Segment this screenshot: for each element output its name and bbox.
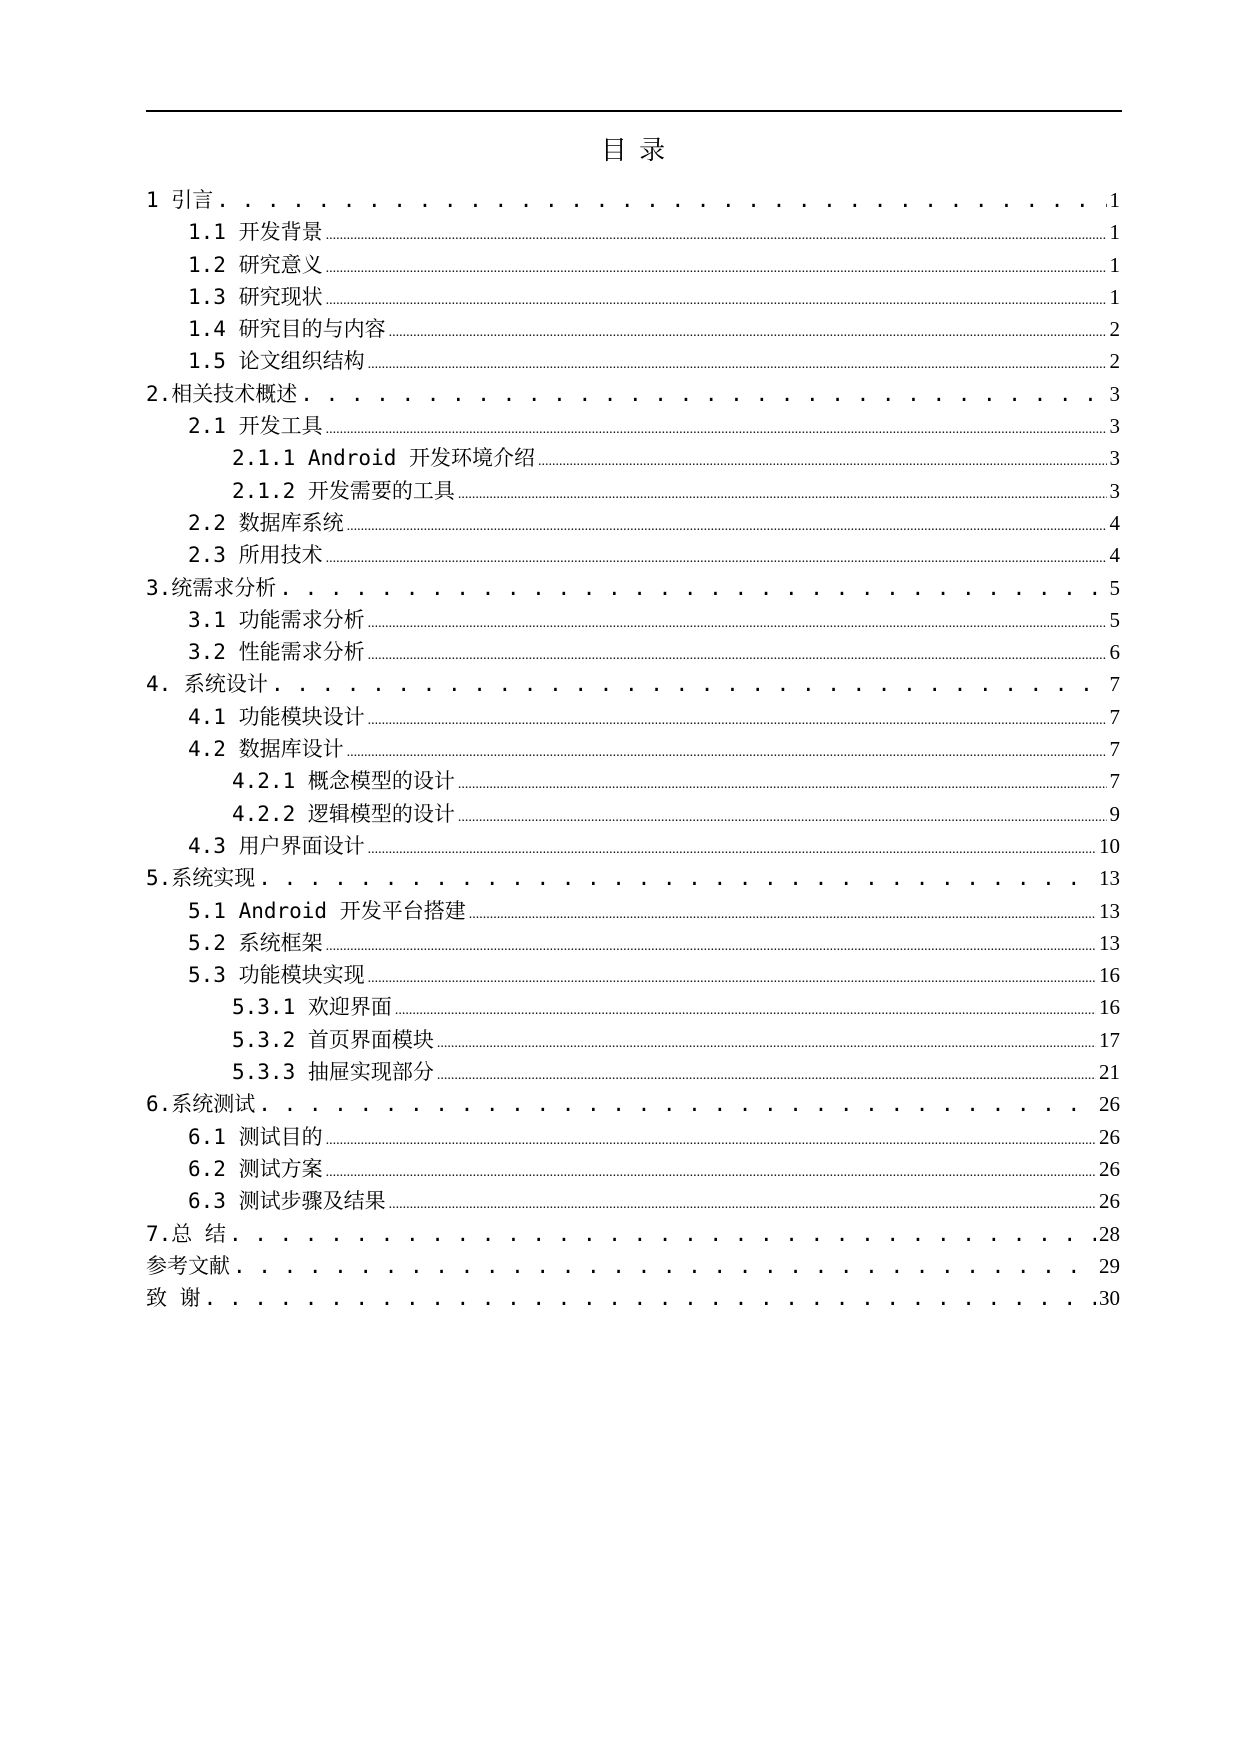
toc-entry-label: 6.2 测试方案 (188, 1156, 323, 1181)
toc-entry-label: 5.3 功能模块实现 (188, 963, 365, 988)
toc-entry[interactable] (146, 507, 1120, 539)
toc-entry-label: 4.2 数据库设计 (188, 737, 344, 762)
toc-entry-page-number: 21 (1099, 1060, 1120, 1085)
toc-entry-page-number: 3 (1109, 478, 1120, 503)
toc-entry-page-number: 1 (1109, 188, 1120, 212)
toc-entry-page-number: 1 (1109, 220, 1120, 245)
toc-entry-page-number: 2 (1109, 317, 1120, 342)
toc-entry-page-number: 13 (1099, 866, 1120, 891)
toc-entry[interactable] (146, 1056, 1120, 1088)
toc-entry-page-number: 16 (1099, 963, 1120, 988)
toc-dot-leader (437, 1028, 1096, 1060)
toc-entry[interactable] (146, 1153, 1120, 1185)
toc-dot-leader (204, 1282, 1096, 1314)
toc-entry-label: 2.3 所用技术 (188, 543, 323, 568)
toc-title: 目 录 (600, 136, 668, 166)
toc-entry-label: 7.总 结 (146, 1221, 226, 1246)
toc-entry-label: 6.3 测试步骤及结果 (188, 1189, 386, 1214)
toc-entry-label: 4.1 功能模块设计 (188, 704, 365, 729)
toc-entry[interactable] (146, 539, 1120, 571)
toc-dot-leader (347, 737, 1107, 769)
toc-entry-page-number: 17 (1099, 1027, 1120, 1052)
toc-entry-label: 1 引言 (146, 188, 214, 212)
toc-entry-label: 2.相关技术概述 (146, 381, 298, 406)
toc-entry[interactable] (146, 991, 1120, 1023)
toc-dot-leader (389, 317, 1107, 349)
toc-entry-page-number: 6 (1109, 640, 1120, 665)
toc-entry-page-number: 29 (1099, 1253, 1120, 1278)
toc-entry[interactable] (146, 927, 1120, 959)
toc-entry-page-number: 7 (1109, 672, 1120, 697)
toc-entry[interactable] (146, 313, 1120, 345)
toc-entry-label: 4.3 用户界面设计 (188, 833, 365, 858)
toc-entry[interactable] (146, 1185, 1120, 1217)
toc-entry-page-number: 4 (1109, 510, 1120, 535)
toc-entry[interactable] (146, 862, 1120, 894)
toc-entry-page-number: 16 (1099, 995, 1120, 1020)
toc-entry-page-number: 28 (1099, 1221, 1120, 1246)
toc-dot-leader (347, 511, 1107, 543)
toc-entry-page-number: 5 (1109, 575, 1120, 600)
toc-entry-label: 3.统需求分析 (146, 575, 277, 600)
toc-entry-label: 2.1 开发工具 (188, 414, 323, 439)
toc-entry[interactable] (146, 1218, 1120, 1250)
toc-entry-label: 参考文献 (146, 1253, 230, 1278)
toc-entry-page-number: 1 (1109, 284, 1120, 309)
toc-entry-label: 5.3.3 抽屉实现部分 (232, 1060, 434, 1085)
toc-entry[interactable] (146, 249, 1120, 281)
toc-entry-page-number: 26 (1099, 1092, 1120, 1117)
toc-entry[interactable] (146, 1088, 1120, 1120)
header-rule (146, 110, 1122, 112)
toc-entry-page-number: 7 (1109, 769, 1120, 794)
toc-entry-label: 2.1.1 Android 开发环境介绍 (232, 446, 536, 471)
toc-entry-label: 4.2.2 逻辑模型的设计 (232, 801, 455, 826)
toc-entry-page-number: 10 (1099, 833, 1120, 858)
toc-dot-leader (368, 705, 1107, 737)
toc-dot-leader (326, 931, 1096, 963)
toc-entry-label: 1.3 研究现状 (188, 284, 323, 309)
toc-dot-leader (326, 253, 1107, 285)
toc-dot-leader (300, 378, 1106, 410)
toc-dot-leader (368, 963, 1096, 995)
toc-entry-page-number: 2 (1109, 349, 1120, 374)
toc-entry-label: 3.2 性能需求分析 (188, 640, 365, 665)
toc-entry-page-number: 13 (1099, 898, 1120, 923)
toc-entry[interactable] (146, 572, 1120, 604)
toc-entry[interactable] (146, 701, 1120, 733)
toc-entry-label: 5.2 系统框架 (188, 930, 323, 955)
toc-entry[interactable] (146, 668, 1120, 700)
toc-entry-label: 6.系统测试 (146, 1092, 256, 1117)
toc-entry[interactable] (146, 765, 1120, 797)
toc-dot-leader (279, 572, 1106, 604)
toc-dot-leader (458, 802, 1107, 834)
toc-entry-page-number: 4 (1109, 543, 1120, 568)
toc-entry[interactable] (146, 798, 1120, 830)
toc-entry-page-number: 7 (1109, 704, 1120, 729)
toc-entry-page-number: 3 (1109, 446, 1120, 471)
toc-entry-label: 1.4 研究目的与内容 (188, 317, 386, 342)
toc-dot-leader (216, 184, 1106, 216)
toc-dot-leader (469, 899, 1096, 931)
toc-entry-page-number: 7 (1109, 737, 1120, 762)
toc-entry-page-number: 3 (1109, 414, 1120, 439)
toc-entry[interactable] (146, 604, 1120, 636)
toc-dot-leader (538, 446, 1106, 478)
toc-entry-label: 3.1 功能需求分析 (188, 607, 365, 632)
toc-entry-page-number: 3 (1109, 381, 1120, 406)
toc-entry-label: 1.5 论文组织结构 (188, 349, 365, 374)
toc-dot-leader (326, 285, 1107, 317)
toc-dot-leader (326, 1125, 1096, 1157)
toc-entry[interactable] (146, 1024, 1120, 1056)
toc-entry-label: 致 谢 (146, 1286, 201, 1311)
toc-dot-leader (326, 220, 1107, 252)
toc-entry[interactable] (146, 733, 1120, 765)
toc-entry[interactable] (146, 281, 1120, 313)
toc-entry-label: 5.系统实现 (146, 866, 256, 891)
toc-entry-page-number: 26 (1099, 1189, 1120, 1214)
toc-dot-leader (368, 608, 1107, 640)
toc-entry[interactable] (146, 216, 1120, 248)
toc-entry[interactable] (146, 475, 1120, 507)
toc-entry-page-number: 30 (1099, 1286, 1120, 1311)
toc-entry[interactable] (146, 1282, 1120, 1314)
toc-entry[interactable] (146, 636, 1120, 668)
toc-dot-leader (458, 479, 1107, 511)
toc-entry-label: 5.3.1 欢迎界面 (232, 995, 392, 1020)
toc-entry-page-number: 5 (1109, 607, 1120, 632)
toc-entry-page-number: 9 (1109, 801, 1120, 826)
toc-dot-leader (233, 1250, 1096, 1282)
toc-entry[interactable] (146, 959, 1120, 991)
toc-entry[interactable] (146, 1250, 1120, 1282)
toc-dot-leader (326, 1157, 1096, 1189)
toc-entry-label: 5.1 Android 开发平台搭建 (188, 898, 466, 923)
toc-entry-label: 2.2 数据库系统 (188, 510, 344, 535)
toc-entry[interactable] (146, 410, 1120, 442)
toc-dot-leader (271, 668, 1107, 700)
toc-entry[interactable] (146, 895, 1120, 927)
toc-entry[interactable] (146, 378, 1120, 410)
toc-entry[interactable] (146, 184, 1120, 216)
toc-entry-label: 5.3.2 首页界面模块 (232, 1027, 434, 1052)
toc-entry-label: 4.2.1 概念模型的设计 (232, 769, 455, 794)
toc-entry-label: 2.1.2 开发需要的工具 (232, 478, 455, 503)
toc-entry-label: 1.2 研究意义 (188, 252, 323, 277)
toc-dot-leader (458, 769, 1107, 801)
toc-dot-leader (229, 1218, 1096, 1250)
table-of-contents (146, 184, 1120, 1314)
toc-entry-page-number: 1 (1109, 252, 1120, 277)
toc-entry[interactable] (146, 830, 1120, 862)
toc-entry-label: 1.1 开发背景 (188, 220, 323, 245)
toc-entry-page-number: 26 (1099, 1156, 1120, 1181)
toc-entry-page-number: 26 (1099, 1124, 1120, 1149)
toc-dot-leader (258, 1088, 1096, 1120)
toc-entry-label: 4. 系统设计 (146, 672, 268, 697)
toc-dot-leader (258, 862, 1096, 894)
toc-entry[interactable] (146, 442, 1120, 474)
toc-entry-page-number: 13 (1099, 930, 1120, 955)
toc-dot-leader (395, 995, 1096, 1027)
toc-entry[interactable] (146, 345, 1120, 377)
toc-entry-label: 6.1 测试目的 (188, 1124, 323, 1149)
toc-entry[interactable] (146, 1121, 1120, 1153)
